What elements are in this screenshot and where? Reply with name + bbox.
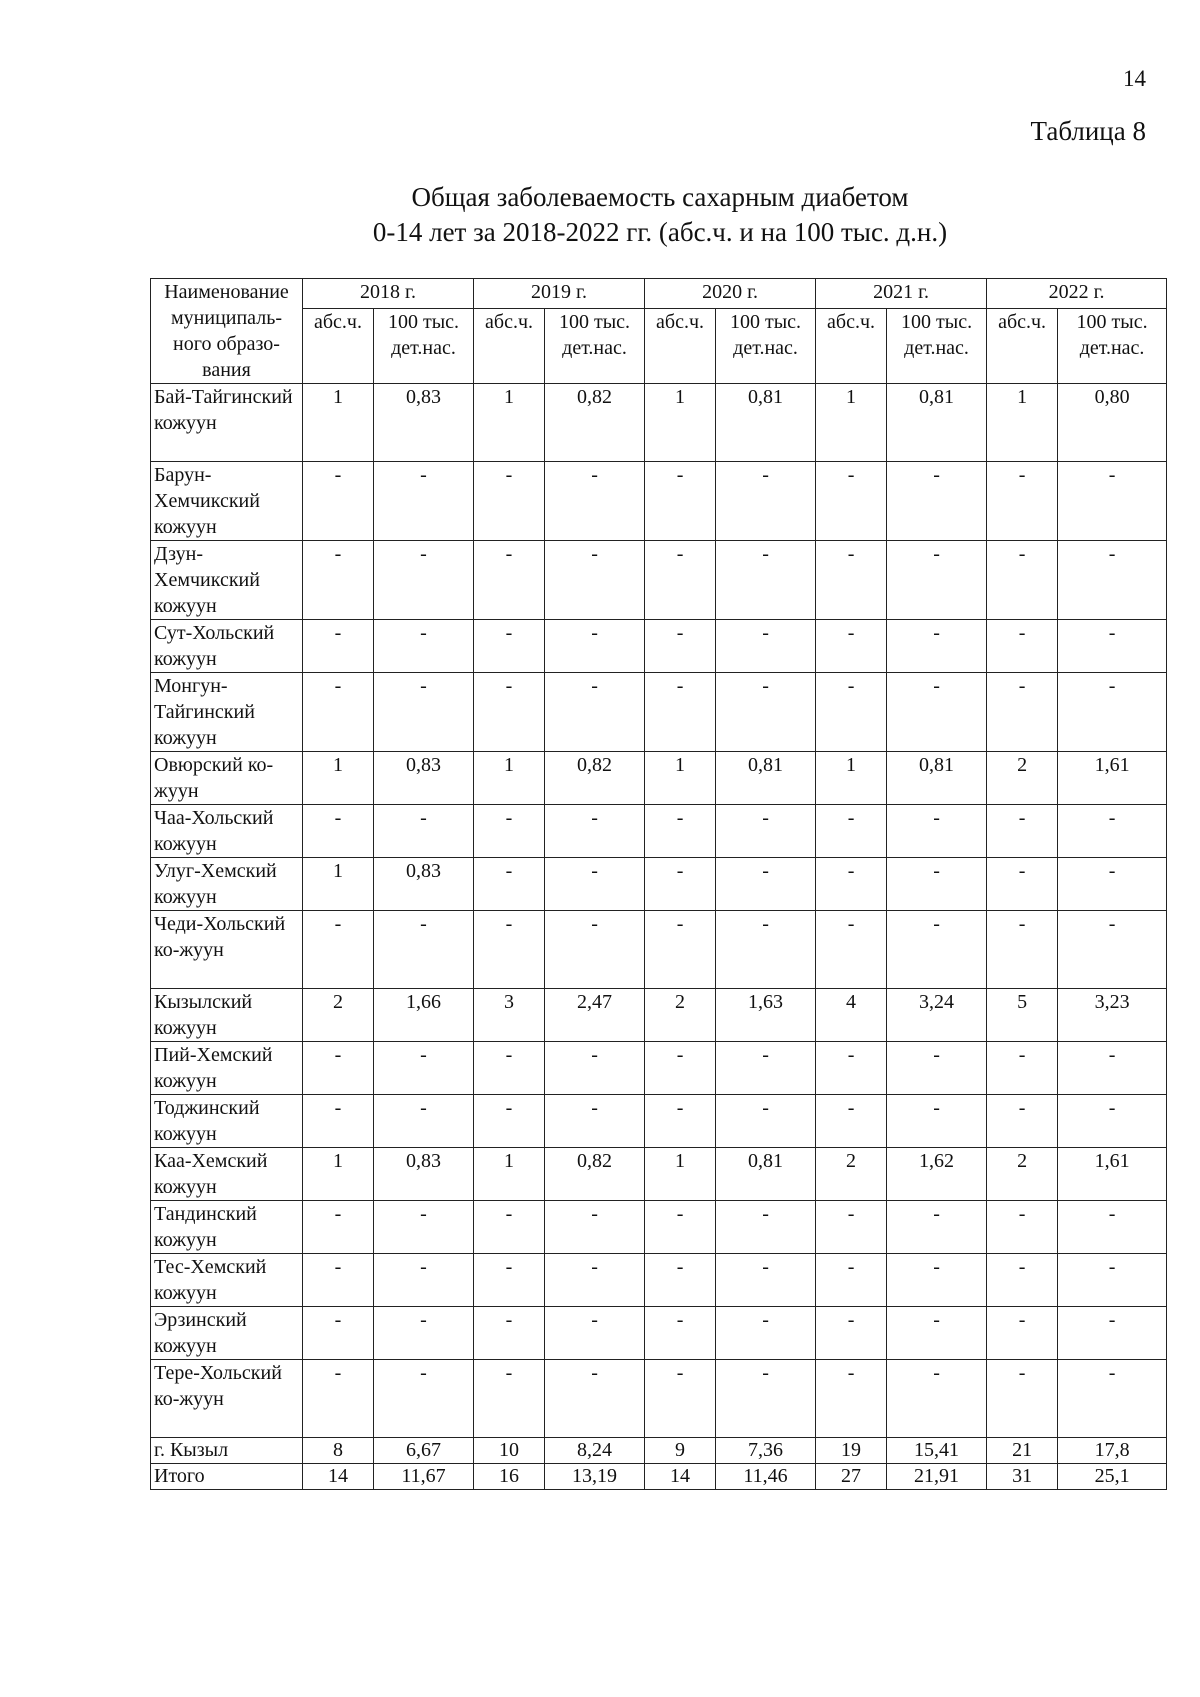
cell-per100k: 17,8 <box>1058 1438 1167 1464</box>
cell-per100k: - <box>887 620 987 673</box>
page-title <box>0 180 1200 250</box>
cell-abs: - <box>645 620 716 673</box>
cell-per100k: - <box>1058 1254 1167 1307</box>
cell-per100k: - <box>545 1095 645 1148</box>
cell-per100k: - <box>545 1360 645 1438</box>
cell-per100k: - <box>1058 858 1167 911</box>
row-name: Тандинский кожуун <box>151 1201 303 1254</box>
header-per100k: 100 тыс. дет.нас. <box>374 309 474 384</box>
cell-abs: 4 <box>816 989 887 1042</box>
cell-per100k: - <box>545 911 645 989</box>
table-row <box>151 620 1167 673</box>
cell-abs: - <box>474 1042 545 1095</box>
header-year-2022: 2022 г. <box>987 279 1167 309</box>
cell-per100k: - <box>887 673 987 752</box>
cell-per100k: 0,83 <box>374 1148 474 1201</box>
table-row <box>151 989 1167 1042</box>
cell-per100k: - <box>374 1360 474 1438</box>
cell-per100k: - <box>374 1095 474 1148</box>
cell-per100k: - <box>887 1254 987 1307</box>
cell-abs: - <box>816 1042 887 1095</box>
row-name: Тере-Хольский ко-жуун <box>151 1360 303 1438</box>
cell-per100k: - <box>716 1201 816 1254</box>
cell-per100k: - <box>374 673 474 752</box>
header-year-2021: 2021 г. <box>816 279 987 309</box>
cell-abs: - <box>474 673 545 752</box>
table-row <box>151 1464 1167 1490</box>
cell-abs: 19 <box>816 1438 887 1464</box>
cell-per100k: - <box>716 673 816 752</box>
table-label: Таблица 8 <box>1030 116 1146 146</box>
page-number: 14 <box>1123 66 1146 91</box>
cell-per100k: - <box>1058 462 1167 541</box>
cell-abs: 2 <box>987 752 1058 805</box>
cell-per100k: - <box>374 1254 474 1307</box>
cell-per100k: - <box>716 1042 816 1095</box>
cell-abs: - <box>816 1360 887 1438</box>
cell-per100k: - <box>887 805 987 858</box>
header-year-2018: 2018 г. <box>303 279 474 309</box>
cell-abs: - <box>816 673 887 752</box>
cell-per100k: - <box>887 1307 987 1360</box>
cell-abs: - <box>987 1201 1058 1254</box>
cell-abs: 21 <box>987 1438 1058 1464</box>
cell-per100k: - <box>1058 1307 1167 1360</box>
cell-abs: 1 <box>645 752 716 805</box>
table-row <box>151 384 1167 462</box>
cell-abs: - <box>303 1095 374 1148</box>
cell-per100k: 3,23 <box>1058 989 1167 1042</box>
cell-per100k: 0,82 <box>545 752 645 805</box>
cell-per100k: - <box>716 858 816 911</box>
cell-abs: 3 <box>474 989 545 1042</box>
header-name-column: Наименование муниципаль-ного образо-вания <box>151 279 303 384</box>
cell-per100k: - <box>716 462 816 541</box>
cell-per100k: 0,81 <box>716 384 816 462</box>
cell-abs: - <box>303 673 374 752</box>
cell-per100k: - <box>716 1307 816 1360</box>
cell-abs: - <box>645 673 716 752</box>
cell-abs: 2 <box>816 1148 887 1201</box>
cell-per100k: - <box>545 858 645 911</box>
cell-abs: - <box>645 911 716 989</box>
cell-per100k: 0,83 <box>374 384 474 462</box>
cell-per100k: 11,67 <box>374 1464 474 1490</box>
row-name: Эрзинский кожуун <box>151 1307 303 1360</box>
cell-abs: 14 <box>645 1464 716 1490</box>
cell-abs: - <box>987 1360 1058 1438</box>
cell-abs: 9 <box>645 1438 716 1464</box>
cell-per100k: - <box>887 1360 987 1438</box>
cell-per100k: - <box>545 1307 645 1360</box>
row-name: Чеди-Хольский ко-жуун <box>151 911 303 989</box>
cell-abs: - <box>303 1201 374 1254</box>
cell-abs: - <box>303 462 374 541</box>
table-row <box>151 752 1167 805</box>
cell-per100k: 0,81 <box>887 752 987 805</box>
cell-abs: - <box>303 911 374 989</box>
cell-abs: 2 <box>303 989 374 1042</box>
cell-per100k: - <box>545 1042 645 1095</box>
cell-abs: - <box>474 620 545 673</box>
cell-per100k: 1,63 <box>716 989 816 1042</box>
row-name: Итого <box>151 1464 303 1490</box>
header-per100k: 100 тыс. дет.нас. <box>1058 309 1167 384</box>
cell-abs: - <box>987 1254 1058 1307</box>
cell-per100k: - <box>1058 1360 1167 1438</box>
cell-per100k: - <box>716 1360 816 1438</box>
row-name: Тоджинский кожуун <box>151 1095 303 1148</box>
cell-abs: - <box>987 858 1058 911</box>
cell-per100k: - <box>374 1307 474 1360</box>
cell-per100k: 7,36 <box>716 1438 816 1464</box>
cell-abs: - <box>987 805 1058 858</box>
cell-abs: 10 <box>474 1438 545 1464</box>
cell-abs: - <box>645 1307 716 1360</box>
cell-abs: 5 <box>987 989 1058 1042</box>
cell-abs: - <box>303 1360 374 1438</box>
cell-per100k: 0,81 <box>716 752 816 805</box>
cell-abs: 1 <box>645 1148 716 1201</box>
cell-abs: - <box>987 673 1058 752</box>
table-row <box>151 1307 1167 1360</box>
row-name: Бай-Тайгинский кожуун <box>151 384 303 462</box>
cell-abs: - <box>645 1042 716 1095</box>
cell-per100k: - <box>716 620 816 673</box>
row-name: Чаа-Хольский кожуун <box>151 805 303 858</box>
cell-abs: - <box>987 462 1058 541</box>
header-per100k: 100 тыс. дет.нас. <box>716 309 816 384</box>
cell-abs: 27 <box>816 1464 887 1490</box>
cell-per100k: - <box>545 805 645 858</box>
cell-abs: - <box>474 1201 545 1254</box>
row-name: г. Кызыл <box>151 1438 303 1464</box>
cell-abs: - <box>645 1201 716 1254</box>
cell-abs: - <box>816 541 887 620</box>
cell-abs: - <box>987 1307 1058 1360</box>
cell-per100k: - <box>887 1095 987 1148</box>
cell-abs: - <box>987 620 1058 673</box>
row-name: Каа-Хемский кожуун <box>151 1148 303 1201</box>
cell-per100k: 21,91 <box>887 1464 987 1490</box>
cell-per100k: 8,24 <box>545 1438 645 1464</box>
cell-abs: - <box>987 1042 1058 1095</box>
table-row <box>151 1148 1167 1201</box>
header-per100k: 100 тыс. дет.нас. <box>887 309 987 384</box>
row-name: Пий-Хемский кожуун <box>151 1042 303 1095</box>
header-abs: абс.ч. <box>303 309 374 384</box>
row-name: Сут-Хольский кожуун <box>151 620 303 673</box>
cell-abs: - <box>474 805 545 858</box>
cell-abs: - <box>645 1254 716 1307</box>
header-year-2019: 2019 г. <box>474 279 645 309</box>
cell-per100k: - <box>716 1254 816 1307</box>
cell-per100k: - <box>1058 1042 1167 1095</box>
cell-abs: 14 <box>303 1464 374 1490</box>
table-row <box>151 911 1167 989</box>
cell-abs: - <box>474 858 545 911</box>
cell-per100k: - <box>545 620 645 673</box>
cell-per100k: - <box>1058 1201 1167 1254</box>
morbidity-table <box>150 278 1167 1490</box>
row-name: Дзун-Хемчикский кожуун <box>151 541 303 620</box>
cell-per100k: - <box>1058 541 1167 620</box>
cell-abs: - <box>303 1042 374 1095</box>
cell-abs: 1 <box>816 752 887 805</box>
cell-per100k: - <box>887 462 987 541</box>
cell-per100k: 11,46 <box>716 1464 816 1490</box>
cell-abs: 1 <box>303 858 374 911</box>
cell-abs: - <box>645 1360 716 1438</box>
row-name: Кызылский кожуун <box>151 989 303 1042</box>
cell-per100k: - <box>887 1201 987 1254</box>
cell-per100k: - <box>374 1201 474 1254</box>
cell-abs: - <box>474 1095 545 1148</box>
cell-abs: 1 <box>987 384 1058 462</box>
cell-per100k: - <box>374 1042 474 1095</box>
cell-abs: 1 <box>816 384 887 462</box>
header-abs: абс.ч. <box>474 309 545 384</box>
cell-per100k: - <box>545 1201 645 1254</box>
cell-abs: 16 <box>474 1464 545 1490</box>
cell-per100k: 1,61 <box>1058 1148 1167 1201</box>
cell-per100k: - <box>1058 620 1167 673</box>
table-row <box>151 1254 1167 1307</box>
cell-per100k: 0,83 <box>374 752 474 805</box>
cell-per100k: - <box>1058 1095 1167 1148</box>
cell-abs: - <box>645 462 716 541</box>
cell-abs: - <box>474 1254 545 1307</box>
cell-per100k: 6,67 <box>374 1438 474 1464</box>
cell-per100k: 3,24 <box>887 989 987 1042</box>
cell-per100k: 0,82 <box>545 384 645 462</box>
cell-abs: 31 <box>987 1464 1058 1490</box>
cell-per100k: - <box>545 673 645 752</box>
header-abs: абс.ч. <box>987 309 1058 384</box>
cell-per100k: 1,61 <box>1058 752 1167 805</box>
table-row <box>151 858 1167 911</box>
cell-per100k: 0,83 <box>374 858 474 911</box>
cell-abs: - <box>816 1254 887 1307</box>
cell-abs: - <box>303 620 374 673</box>
cell-per100k: - <box>374 462 474 541</box>
cell-per100k: 0,81 <box>716 1148 816 1201</box>
table-row <box>151 1360 1167 1438</box>
cell-per100k: 25,1 <box>1058 1464 1167 1490</box>
header-year-2020: 2020 г. <box>645 279 816 309</box>
table-header <box>151 279 1167 384</box>
cell-per100k: 0,80 <box>1058 384 1167 462</box>
cell-per100k: 2,47 <box>545 989 645 1042</box>
cell-abs: 2 <box>645 989 716 1042</box>
cell-abs: - <box>474 462 545 541</box>
cell-per100k: - <box>716 1095 816 1148</box>
cell-abs: - <box>303 805 374 858</box>
header-per100k: 100 тыс. дет.нас. <box>545 309 645 384</box>
cell-per100k: - <box>716 805 816 858</box>
cell-abs: - <box>816 1307 887 1360</box>
cell-per100k: 0,82 <box>545 1148 645 1201</box>
cell-per100k: 1,62 <box>887 1148 987 1201</box>
row-name: Монгун-Тайгинский кожуун <box>151 673 303 752</box>
cell-abs: - <box>816 1201 887 1254</box>
cell-abs: - <box>303 1307 374 1360</box>
cell-per100k: 13,19 <box>545 1464 645 1490</box>
cell-per100k: - <box>374 541 474 620</box>
cell-abs: - <box>303 1254 374 1307</box>
cell-abs: 1 <box>474 752 545 805</box>
cell-abs: 1 <box>303 752 374 805</box>
table-row <box>151 673 1167 752</box>
cell-abs: 8 <box>303 1438 374 1464</box>
cell-abs: - <box>645 541 716 620</box>
cell-per100k: - <box>887 541 987 620</box>
header-abs: абс.ч. <box>816 309 887 384</box>
cell-abs: 1 <box>645 384 716 462</box>
table-row <box>151 1042 1167 1095</box>
cell-per100k: - <box>545 541 645 620</box>
cell-abs: 1 <box>303 384 374 462</box>
cell-abs: - <box>474 911 545 989</box>
cell-abs: - <box>303 541 374 620</box>
cell-per100k: - <box>545 1254 645 1307</box>
cell-abs: - <box>816 462 887 541</box>
cell-abs: - <box>816 1095 887 1148</box>
cell-abs: - <box>816 911 887 989</box>
cell-abs: - <box>816 858 887 911</box>
table-row <box>151 1438 1167 1464</box>
cell-per100k: - <box>716 541 816 620</box>
cell-per100k: - <box>1058 673 1167 752</box>
cell-per100k: 0,81 <box>887 384 987 462</box>
row-name: Овюрский ко-жуун <box>151 752 303 805</box>
cell-abs: - <box>645 1095 716 1148</box>
table-row <box>151 805 1167 858</box>
table-row <box>151 1095 1167 1148</box>
row-name: Улуг-Хемский кожуун <box>151 858 303 911</box>
cell-per100k: - <box>887 1042 987 1095</box>
cell-per100k: - <box>1058 805 1167 858</box>
cell-per100k: 15,41 <box>887 1438 987 1464</box>
cell-per100k: - <box>374 805 474 858</box>
cell-abs: - <box>987 541 1058 620</box>
cell-per100k: - <box>545 462 645 541</box>
cell-abs: - <box>474 541 545 620</box>
table-row <box>151 541 1167 620</box>
table-row <box>151 462 1167 541</box>
cell-abs: 1 <box>474 384 545 462</box>
cell-abs: 2 <box>987 1148 1058 1201</box>
cell-abs: - <box>645 805 716 858</box>
cell-abs: 1 <box>474 1148 545 1201</box>
cell-abs: - <box>474 1307 545 1360</box>
row-name: Тес-Хемский кожуун <box>151 1254 303 1307</box>
cell-abs: - <box>474 1360 545 1438</box>
cell-per100k: - <box>374 620 474 673</box>
cell-per100k: - <box>887 911 987 989</box>
cell-per100k: - <box>374 911 474 989</box>
table-row <box>151 1201 1167 1254</box>
cell-abs: - <box>987 911 1058 989</box>
cell-abs: - <box>816 620 887 673</box>
header-abs: абс.ч. <box>645 309 716 384</box>
title-line-1: Общая заболеваемость сахарным диабетом <box>411 182 909 212</box>
cell-per100k: - <box>716 911 816 989</box>
cell-abs: 1 <box>303 1148 374 1201</box>
cell-abs: - <box>987 1095 1058 1148</box>
cell-per100k: 1,66 <box>374 989 474 1042</box>
cell-per100k: - <box>887 858 987 911</box>
cell-abs: - <box>816 805 887 858</box>
table-body <box>151 384 1167 1490</box>
cell-per100k: - <box>1058 911 1167 989</box>
row-name: Барун-Хемчикский кожуун <box>151 462 303 541</box>
cell-abs: - <box>645 858 716 911</box>
title-line-2: 0-14 лет за 2018-2022 гг. (абс.ч. и на 100 тыс. д.н.) <box>372 217 948 247</box>
